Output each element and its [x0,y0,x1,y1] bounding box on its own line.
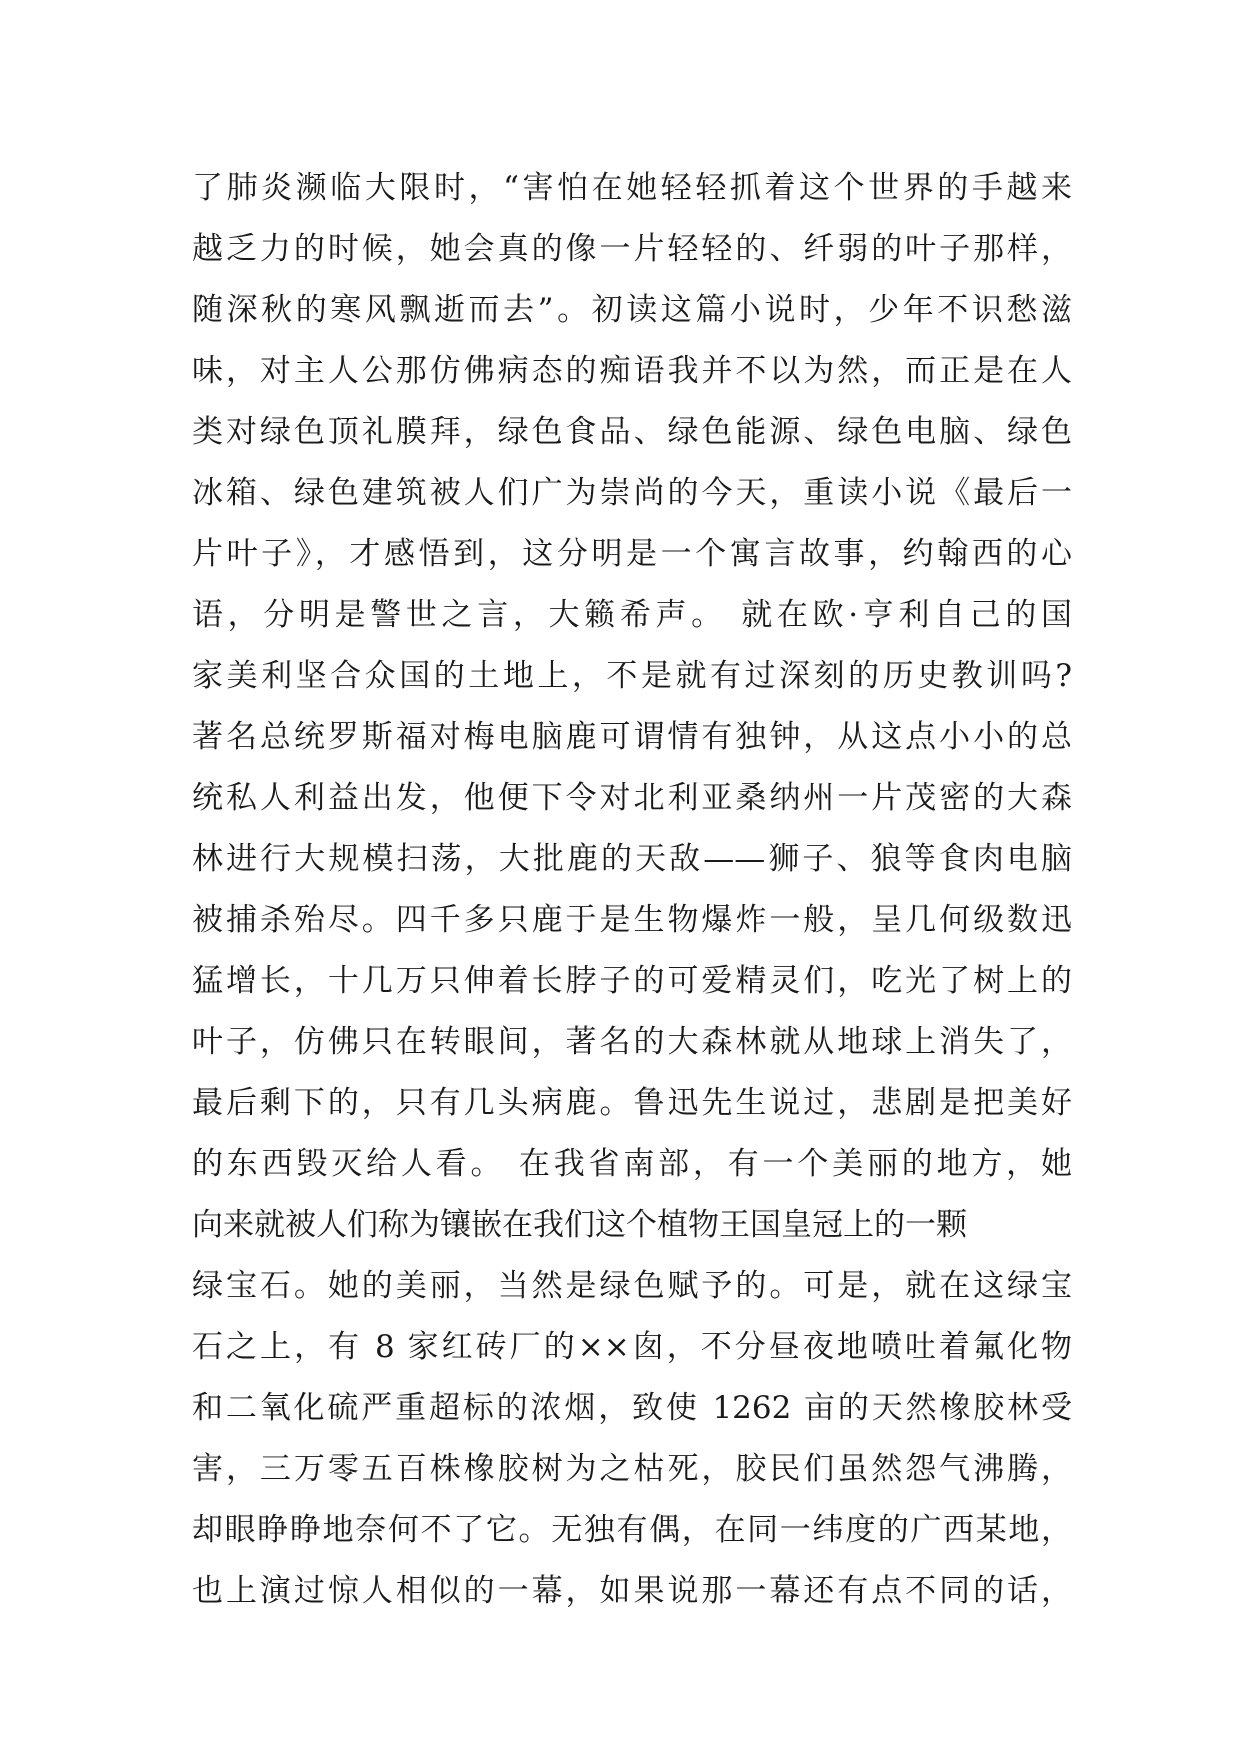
text-line: 和二氧化硫严重超标的浓烟，致使 1262 亩的天然橡胶林受 [192,1390,1072,1426]
text-line: 统私人利益出发，他便下令对北利亚桑纳州一片茂密的大森 [192,780,1072,816]
text-line: 语，分明是警世之言，大籁希声。 就在欧·亨利自己的国 [192,597,1072,633]
text-line: 家美利坚合众国的土地上，不是就有过深刻的历史教训吗? [192,658,1072,694]
text-line: 却眼睁睁地奈何不了它。无独有偶，在同一纬度的广西某地， [192,1512,1072,1548]
text-line: 石之上，有 8 家红砖厂的××囱，不分昼夜地喷吐着氟化物 [192,1329,1072,1365]
text-line: 绿宝石。她的美丽，当然是绿色赋予的。可是，就在这绿宝 [192,1268,1072,1304]
body-text [192,158,1072,1622]
text-line: 猛增长，十几万只伸着长脖子的可爱精灵们，吃光了树上的 [192,963,1072,999]
text-line: 冰箱、绿色建筑被人们广为崇尚的今天，重读小说《最后一 [192,475,1072,511]
text-line: 越乏力的时候，她会真的像一片轻轻的、纤弱的叶子那样， [192,231,1072,267]
text-line: 最后剩下的，只有几头病鹿。鲁迅先生说过，悲剧是把美好 [192,1085,1072,1121]
text-line: 叶子，仿佛只在转眼间，著名的大森林就从地球上消失了， [192,1024,1072,1060]
text-line: 类对绿色顶礼膜拜，绿色食品、绿色能源、绿色电脑、绿色 [192,414,1072,450]
text-line: 著名总统罗斯福对梅电脑鹿可谓情有独钟，从这点小小的总 [192,719,1072,755]
text-line: 了肺炎濒临大限时，“害怕在她轻轻抓着这个世界的手越来 [192,170,1072,206]
text-line: 林进行大规模扫荡，大批鹿的天敌——狮子、狼等食肉电脑 [192,841,1072,877]
text-line: 随深秋的寒风飘逝而去”。初读这篇小说时，少年不识愁滋 [192,292,1072,328]
text-line: 的东西毁灭给人看。 在我省南部，有一个美丽的地方，她 [192,1146,1072,1182]
text-line: 向来就被人们称为镶嵌在我们这个植物王国皇冠上的一颗 [192,1207,967,1243]
text-line: 也上演过惊人相似的一幕，如果说那一幕还有点不同的话， [192,1573,1072,1609]
text-line: 片叶子》，才感悟到，这分明是一个寓言故事，约翰西的心 [192,536,1072,572]
text-line: 味，对主人公那仿佛病态的痴语我并不以为然，而正是在人 [192,353,1072,389]
text-line: 害，三万零五百株橡胶树为之枯死，胶民们虽然怨气沸腾， [192,1451,1072,1487]
text-line: 被捕杀殆尽。四千多只鹿于是生物爆炸一般，呈几何级数迅 [192,902,1072,938]
